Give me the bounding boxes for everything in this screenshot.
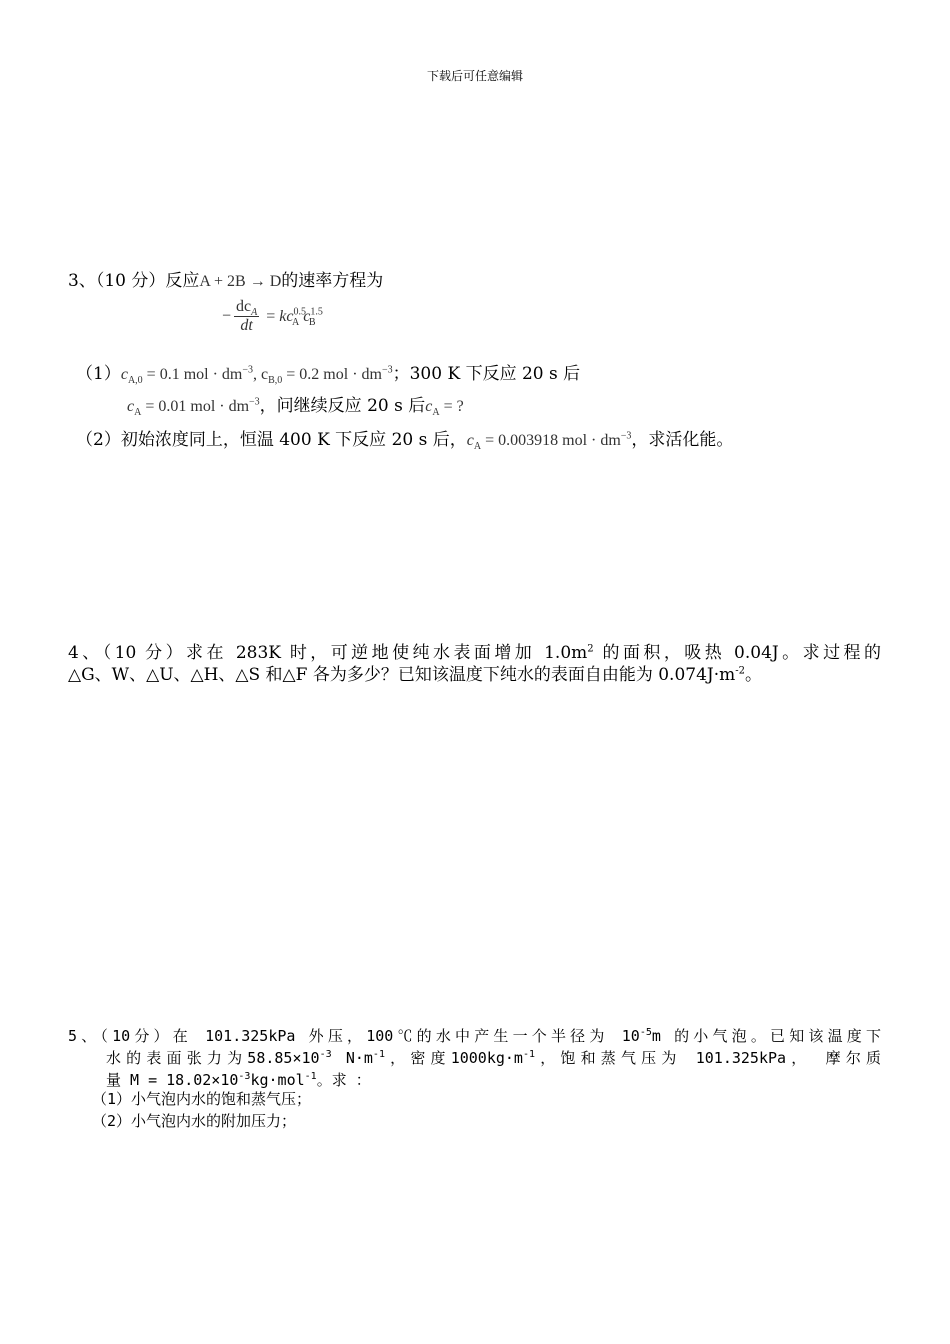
q3-reaction: A + 2B → D bbox=[199, 273, 282, 290]
q3-rate-equation: − $\frac{dc_A}{dt}$ = $kc^{0.5}_A$ $c^{1.5}_B$ bbox=[222, 298, 323, 334]
q3-prefix: 3、（10 分）反应 bbox=[68, 271, 200, 291]
q5-sub2: （2）小气泡内水的附加压力； bbox=[92, 1112, 297, 1130]
q3-title bbox=[68, 270, 383, 293]
q4-line2: △G、W、△U、△H、△S 和△F 各为多少？已知该温度下纯水的表面自由能为 $0.074J\cdot m^{-2}$。 bbox=[68, 665, 762, 685]
q4-line1: 4、（10 分）求在 283K 时，可逆地使纯水表面增加 $1.0m^2$ 的面积，吸热 0.04J。求过程的 bbox=[68, 643, 881, 663]
page-header: 下载后可任意编辑 bbox=[426, 69, 523, 83]
q3-part2: （2）初始浓度同上，恒温 400 K 下反应 20 s 后，$c_A = 0.003918$ mol · $dm^{-3}$，求活化能。 bbox=[76, 430, 734, 453]
q5-line2: 水的表面张力为$58.85\times 10^{-3}$ $N\cdot m^{-1}$，密度$1000kg\cdot m^{-1}$，饱和蒸气压为 101.325kPa， 摩尔质 bbox=[106, 1049, 882, 1067]
rate-fraction: $\frac{dc_A}{dt}$ bbox=[236, 298, 258, 334]
q5-sub1: （1）小气泡内水的饱和蒸气压； bbox=[92, 1090, 312, 1108]
q3-suffix: 的速率方程为 bbox=[281, 271, 384, 291]
q5-line1: 5、（10分）在 101.325kPa 外压，100℃的水中产生一个半径为 $10^{-5}m$ 的小气泡。已知该温度下 bbox=[68, 1027, 881, 1045]
q3-part1-line1: $(1)c_{A,0} = 0.1$ mol · $dm^{-3}$, $c_{B,0} = 0.2$ mol · $dm^{-3}$；300 K 下反应 20 s 后 bbox=[76, 364, 581, 387]
q5-line3: 量 $M = 18.02\times 10^{-3}kg\cdot mol^{-1}$。求 ： bbox=[106, 1071, 371, 1089]
q3-part1-line2: $c_A = 0.01$ mol · $dm^{-3}$，问继续反应 20 s 后$c_A$ = ? bbox=[127, 396, 464, 419]
